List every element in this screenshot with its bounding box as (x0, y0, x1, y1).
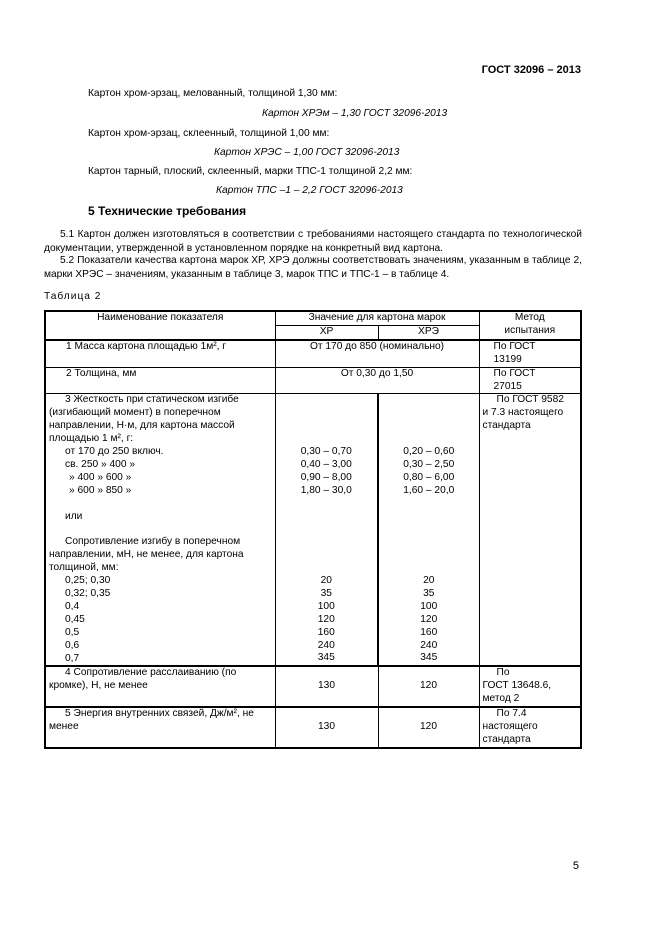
document-header: ГОСТ 32096 – 2013 (481, 64, 581, 76)
row5-method: По 7.4 настоящего стандарта (479, 707, 581, 748)
row5-xr: 130 (275, 707, 378, 748)
example-designation-2: Картон ХРЭС – 1,00 ГОСТ 32096-2013 (214, 147, 400, 158)
table-caption: Таблица 2 (44, 291, 102, 302)
table-row (45, 666, 581, 707)
row2-method: По ГОСТ 27015 (479, 367, 581, 394)
row3-xr: 0,30 – 0,70 0,40 – 3,00 0,90 – 8,00 1,80 – 30,0 20 35 100 120 160 240 345 (275, 394, 378, 667)
row4-name: 4 Сопротивление расслаиванию (по кромке), Н, не менее (45, 666, 275, 707)
table-row (45, 367, 581, 394)
section-title: 5 Технические требования (88, 204, 247, 218)
row2-value: От 0,30 до 1,50 (275, 367, 479, 394)
row3-method: По ГОСТ 9582 и 7.3 настоящего стандарта (479, 394, 581, 667)
header-xr: ХР (275, 325, 378, 339)
paragraph-5-1: 5.1 Картон должен изготовляться в соответствии с требованиями настоящего стандарта по технологической документации, утвержденной в установленном порядке на конкретный вид картона. (44, 229, 582, 254)
specs-table (44, 310, 582, 749)
row5-xre: 120 (378, 707, 479, 748)
example-designation-3: Картон ТПС –1 – 2,2 ГОСТ 32096-2013 (216, 185, 403, 196)
header-value: Значение для картона марок (275, 311, 479, 325)
header-name: Наименование показателя (45, 311, 275, 340)
paragraph-5-2: 5.2 Показатели качества картона марок ХР, ХРЭ должны соответствовать значениям, указанным в таблице 2, марки ХРЭС – значениям, указанным в таблице 3, марок ТПС и ТПС-1 – в таблице 4. (44, 255, 582, 280)
row4-xre: 120 (378, 666, 479, 707)
header-method: Метод испытания (479, 311, 581, 340)
example-text-1: Картон хром-эрзац, мелованный, толщиной 1,30 мм: (88, 88, 338, 99)
example-text-2: Картон хром-эрзац, склеенный, толщиной 1,00 мм: (88, 128, 330, 139)
row5-name: 5 Энергия внутренних связей, Дж/м², не менее (45, 707, 275, 748)
example-designation-1: Картон ХРЭм – 1,30 ГОСТ 32096-2013 (262, 108, 448, 119)
row4-xr: 130 (275, 666, 378, 707)
header-xre: ХРЭ (378, 325, 479, 339)
row1-value: От 170 до 850 (номинально) (275, 340, 479, 367)
row4-method: По ГОСТ 13648.6, метод 2 (479, 666, 581, 707)
table-row (45, 340, 581, 367)
table-row (45, 707, 581, 748)
row1-name: 1 Масса картона площадью 1м², г (45, 340, 275, 367)
example-text-3: Картон тарный, плоский, склеенный, марки ТПС-1 толщиной 2,2 мм: (88, 166, 413, 177)
row2-name: 2 Толщина, мм (45, 367, 275, 394)
table-row (45, 394, 581, 667)
row3-name: 3 Жесткость при статическом изгибе (изгибающий момент) в поперечном направлении, Н·м, для картона массой площадью 1 м², г: от 170 до 250 включ. св. 250 » 400 » » 400 » 600 » » 600 » 850 » или Сопротивление изгибу в поперечном направлении, мН, не менее, для картона толщиной, мм: 0,25; 0,30 0,32; 0,35 0,4 0,45 0,5 0,6 0,7 (45, 394, 275, 667)
row1-method: По ГОСТ 13199 (479, 340, 581, 367)
row3-xre: 0,20 – 0,60 0,30 – 2,50 0,80 – 6,00 1,60 – 20,0 20 35 100 120 160 240 345 (378, 394, 479, 667)
page-number: 5 (572, 860, 579, 872)
